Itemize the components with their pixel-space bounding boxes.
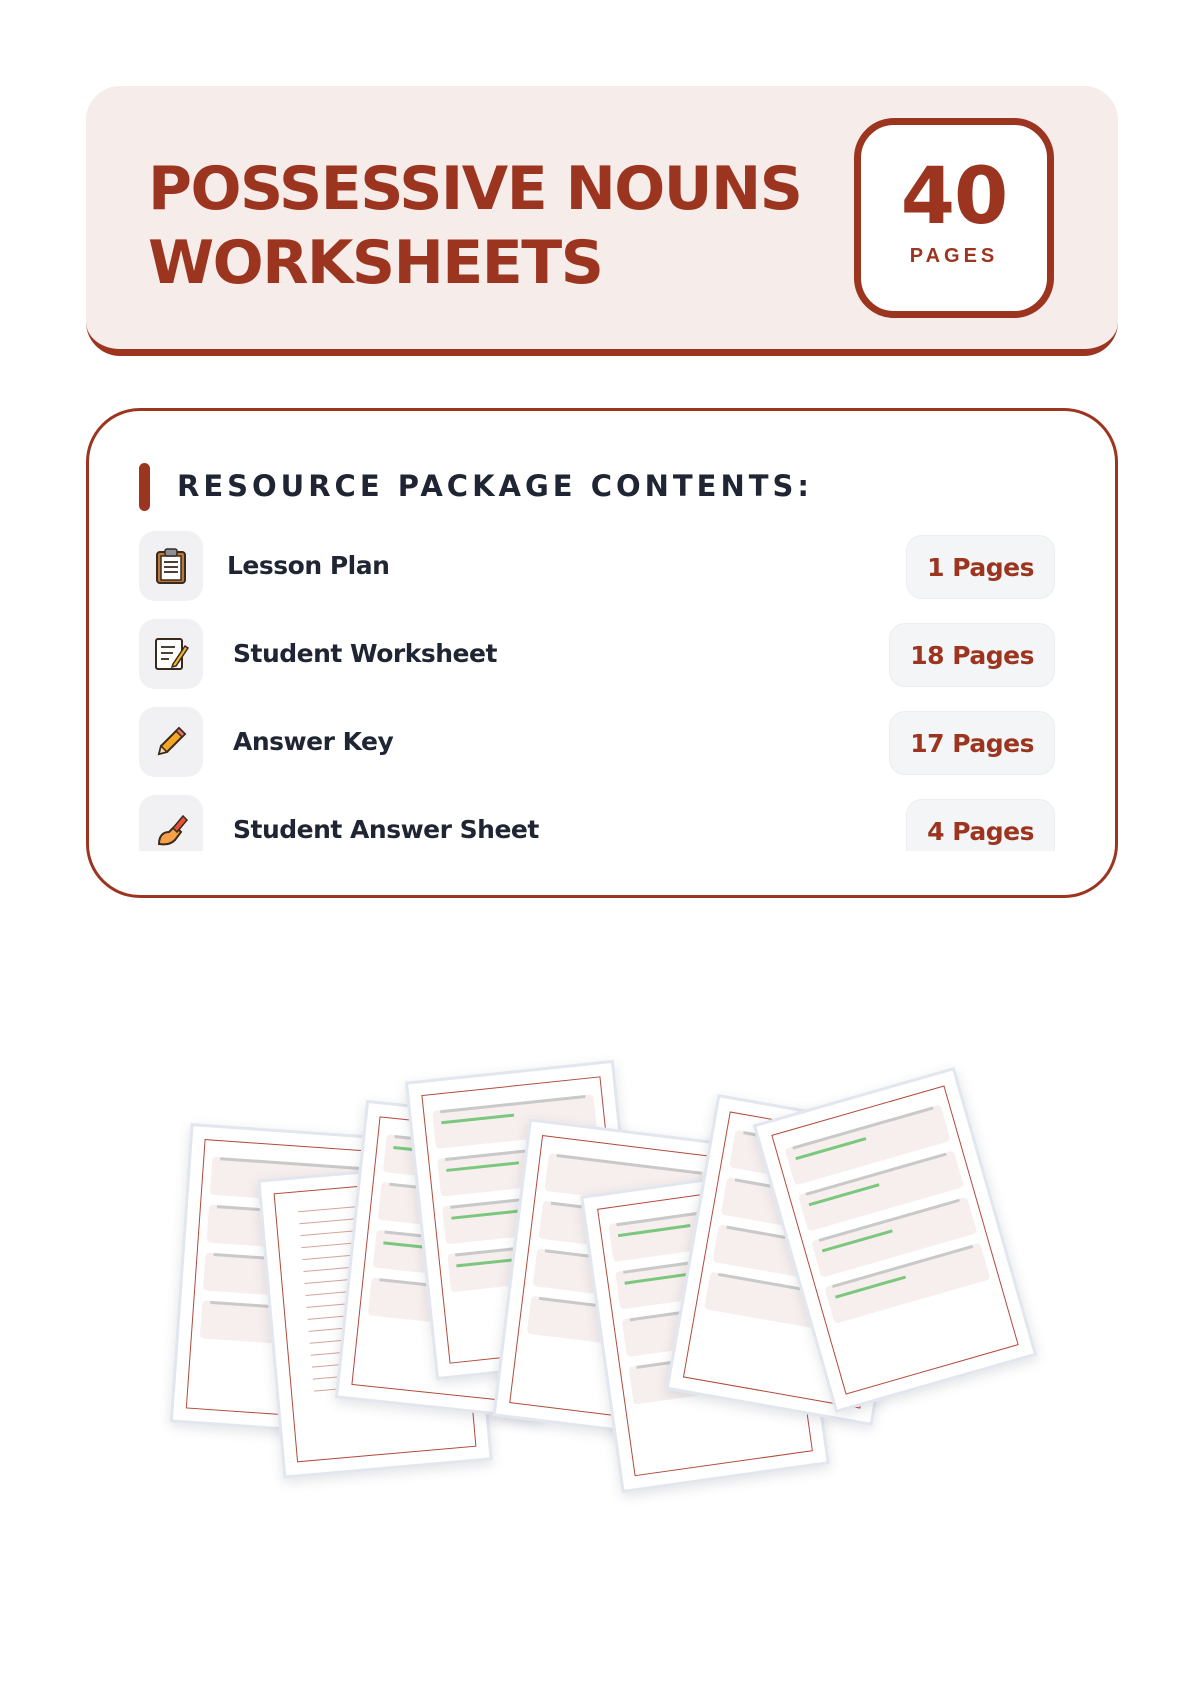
pencil-icon xyxy=(139,707,203,777)
memo-icon xyxy=(139,619,203,689)
list-item-answer-key xyxy=(139,707,1055,777)
contents-heading: RESOURCE PACKAGE CONTENTS: xyxy=(177,469,814,503)
accent-bar xyxy=(139,463,150,511)
page-count-badge xyxy=(854,118,1054,318)
item-label: Student Worksheet xyxy=(233,639,497,668)
contents-card xyxy=(86,408,1118,898)
item-pages-badge: 1 Pages xyxy=(906,535,1055,599)
item-label: Student Answer Sheet xyxy=(233,815,539,844)
list-item-student-worksheet xyxy=(139,619,1055,689)
item-label: Lesson Plan xyxy=(227,551,390,580)
list-item-student-answer-sheet xyxy=(139,795,1055,851)
clipboard-icon xyxy=(139,531,203,601)
item-label: Answer Key xyxy=(233,727,394,756)
worksheet-preview-collage xyxy=(150,1050,1070,1530)
item-pages-badge: 4 Pages xyxy=(906,799,1055,851)
title-line-2: WORKSHEETS xyxy=(148,228,603,298)
item-pages-badge: 17 Pages xyxy=(889,711,1055,775)
writing-hand-icon xyxy=(139,795,203,851)
page-title xyxy=(148,152,801,300)
page-count-number: 40 xyxy=(900,152,1008,242)
page-count-label: PAGES xyxy=(909,245,999,267)
item-pages-badge: 18 Pages xyxy=(889,623,1055,687)
title-banner xyxy=(86,86,1118,356)
title-line-1: POSSESSIVE NOUNS xyxy=(148,154,802,224)
list-item-lesson-plan xyxy=(139,531,1055,601)
contents-list xyxy=(89,531,1115,851)
